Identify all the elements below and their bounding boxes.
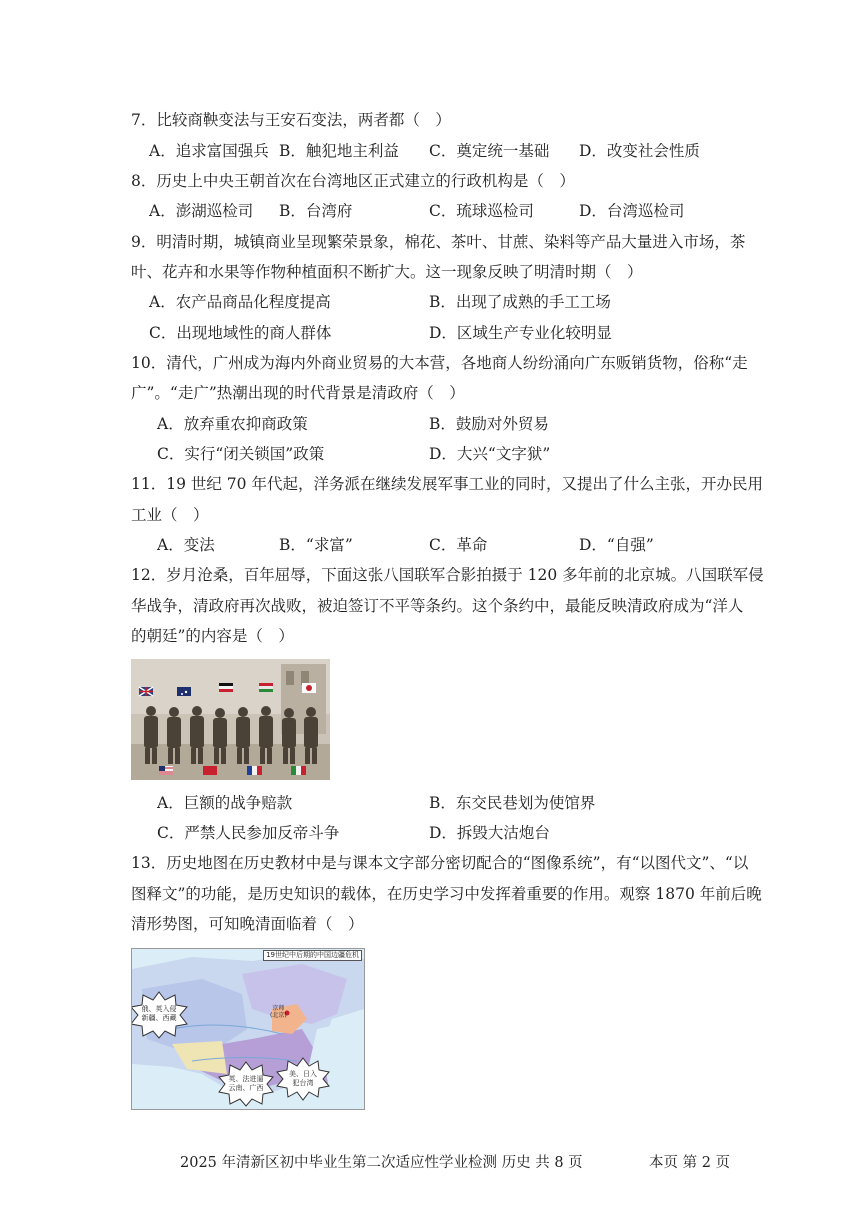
footer-page-number: 本页 第 2 页 [649,1155,731,1171]
question-9-option-a: A．农产品商品化程度提高 [149,293,331,311]
map-callout-southeast [279,1070,327,1088]
callout-southwest-line-2: 云南、广西 [228,1084,264,1092]
question-10-option-b: B．鼓励对外贸易 [429,415,549,433]
question-8-stem: 8．历史上中央王朝首次在台湾地区正式建立的行政机构是（ ） [131,172,575,190]
question-11-option-a: A．变法 [157,536,215,554]
question-7-stem: 7．比较商鞅变法与王安石变法，两者都（ ） [131,111,451,129]
question-10-stem-line-1: 10．清代，广州成为海内外商业贸易的大本营，各地商人纷纷涌向广东贩销货物，俗称“走 [131,354,748,372]
map-city-label [270,1005,287,1019]
question-7-option-d: D．改变社会性质 [579,142,700,160]
question-10-option-d: D．大兴“文字狱” [429,445,551,463]
question-11-option-d: D．“自强” [579,536,654,554]
callout-northwest-line-1: 俄、英入侵 [141,1005,177,1013]
question-8-option-a: A．澎湖巡检司 [149,202,254,220]
question-10-option-c: C．实行“闭关锁国”政策 [157,445,325,463]
question-7-option-c: C．奠定统一基础 [429,142,550,160]
callout-southeast-line-1: 美、日入 [289,1070,317,1078]
question-13-stem-line-1: 13．历史地图在历史教材中是与课本文字部分密切配合的“图像系统”，有“以图代文”、“以 [131,854,749,872]
question-8-option-c: C．琉球巡检司 [429,202,534,220]
city-name: 京师 [272,1005,285,1012]
city-subname: (北京) [270,1012,287,1019]
map-title: 19世纪中后期的中国边疆危机 [263,950,362,961]
callout-southeast-line-2: 犯台湾 [292,1079,314,1087]
question-9-option-c: C．出现地域性的商人群体 [149,324,332,342]
question-10-option-a: A．放弃重农抑商政策 [157,415,308,433]
footer-exam-title: 2025 年清新区初中毕业生第二次适应性学业检测 历史 共 8 页 [180,1155,583,1171]
frontier-crisis-map [131,948,365,1110]
question-9-stem-line-1: 9．明清时期，城镇商业呈现繁荣景象，棉花、茶叶、甘蔗、染料等产品大量进入市场，茶 [131,233,746,251]
question-11-option-b: B．“求富” [279,536,353,554]
question-12-stem-line-2: 华战争，清政府再次战败，被迫签订不平等条约。这个条约中，最能反映清政府成为“洋人 [131,597,744,615]
question-11-stem-line-2: 工业（ ） [131,506,209,524]
map-callout-southwest [221,1075,271,1093]
question-10-stem-line-2: 广”。“走广”热潮出现的时代背景是清政府（ ） [131,384,465,402]
question-12-option-d: D．拆毁大沽炮台 [429,824,550,842]
callout-southwest-line-1: 英、法进逼 [228,1075,264,1083]
question-11-option-c: C．革命 [429,536,488,554]
question-9-option-b: B．出现了成熟的手工工场 [429,293,611,311]
question-9-stem-line-2: 叶、花卉和水果等作物种植面积不断扩大。这一现象反映了明清时期（ ） [131,263,643,281]
question-12-option-c: C．严禁人民参加反帝斗争 [157,824,340,842]
question-8-option-d: D．台湾巡检司 [579,202,685,220]
callout-northwest-line-2: 新疆、西藏 [141,1014,177,1022]
question-8-option-b: B．台湾府 [279,202,353,220]
question-12-stem-line-3: 的朝廷”的内容是（ ） [131,627,294,645]
eight-nation-alliance-photo [131,659,330,780]
question-11-stem-line-1: 11．19 世纪 70 年代起，洋务派在继续发展军事工业的同时，又提出了什么主张，开办民用 [131,475,763,493]
question-9-option-d: D．区域生产专业化较明显 [429,324,612,342]
question-7-option-b: B．触犯地主利益 [279,142,399,160]
question-12-option-a: A．巨额的战争赔款 [157,794,293,812]
question-13-stem-line-2: 图释文”的功能，是历史知识的载体，在历史学习中发挥着重要的作用。观察 1870 年前后晚 [131,885,762,903]
question-12-option-b: B．东交民巷划为使馆界 [429,794,596,812]
question-7-option-a: A．追求富国强兵 [149,142,269,160]
question-13-stem-line-3: 清形势图，可知晚清面临着（ ） [131,915,364,933]
map-callout-northwest [134,1005,184,1023]
question-12-stem-line-1: 12．岁月沧桑，百年屈辱，下面这张八国联军合影拍摄于 120 多年前的北京城。八国联军侵 [131,566,764,584]
